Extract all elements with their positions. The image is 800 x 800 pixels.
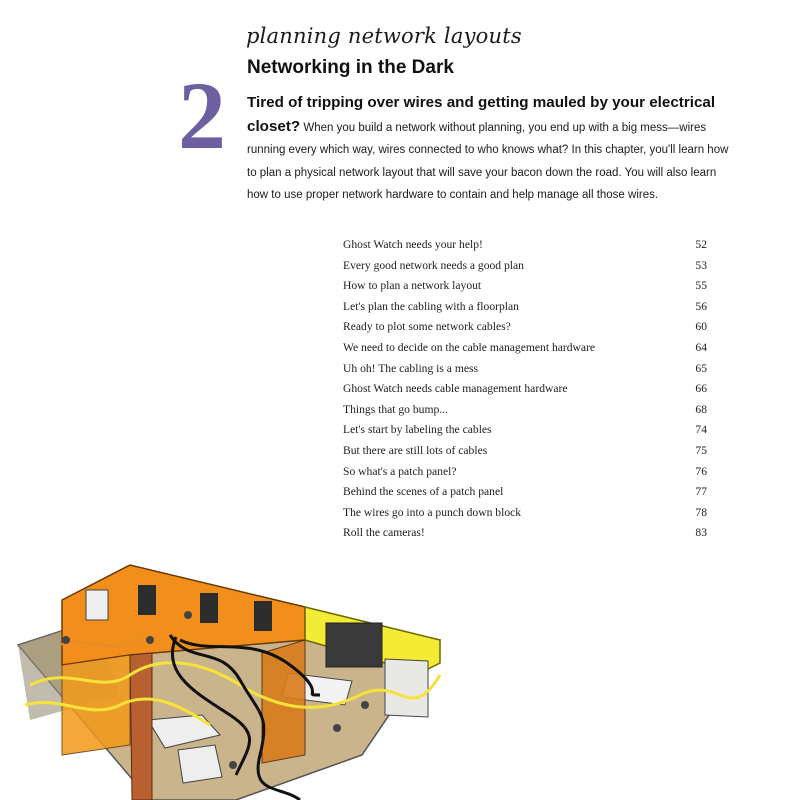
toc-entry[interactable] (343, 362, 707, 383)
doorway (86, 590, 108, 620)
person-icon (62, 636, 70, 644)
toc-entry-page: 83 (695, 526, 707, 540)
toc-entry-title: Let's plan the cabling with a floorplan (343, 299, 519, 313)
toc-entry[interactable] (343, 465, 707, 486)
house-cutaway-illustration (0, 545, 460, 800)
toc-entry[interactable] (343, 444, 707, 465)
toc-entry-page: 65 (695, 361, 707, 375)
toc-entry-title: The wires go into a punch down block (343, 505, 522, 519)
toc-entry-title: Ghost Watch needs your help! (343, 238, 483, 251)
chapter-intro (247, 92, 739, 207)
toc-entry-page: 77 (695, 485, 707, 499)
toc-entry-page: 56 (695, 299, 707, 313)
cabinet (385, 659, 428, 717)
toc-entry-title: Ready to plot some network cables? (343, 320, 511, 334)
toc-entry-title: Roll the cameras! (343, 526, 425, 540)
person-icon (229, 761, 237, 769)
toc-entry[interactable] (343, 300, 707, 321)
partition-wall-mid (262, 640, 305, 763)
toc-entry-title: How to plan a network layout (343, 279, 482, 293)
toc-entry-page: 53 (695, 258, 707, 272)
table (178, 745, 222, 783)
toc-entry[interactable] (343, 403, 707, 424)
toc-entry-page: 74 (695, 423, 707, 437)
person-icon (333, 724, 341, 732)
toc-entry-title: So what's a patch panel? (343, 464, 457, 478)
toc-entry[interactable] (343, 526, 707, 547)
toc-entry-page: 64 (695, 340, 707, 354)
toc-entry-page: 60 (695, 320, 707, 334)
toc-entry[interactable] (343, 382, 707, 403)
toc-entry-title: Every good network needs a good plan (343, 258, 524, 272)
toc-entry[interactable] (343, 423, 707, 444)
person-icon (361, 701, 369, 709)
window-left (138, 585, 156, 615)
toc-entry[interactable] (343, 341, 707, 362)
toc-entry-title: We need to decide on the cable management hardware (343, 340, 596, 354)
window-right (254, 601, 272, 631)
toc-entry-page: 52 (695, 238, 707, 251)
chapter-number: 2 (178, 62, 226, 169)
toc-entry[interactable] (343, 506, 707, 527)
partition-wall-front (130, 653, 152, 800)
window-middle (200, 593, 218, 623)
bedroom-window (326, 623, 382, 667)
toc-entry[interactable] (343, 259, 707, 280)
toc-entry-title: But there are still lots of cables (343, 443, 488, 457)
toc-entry-title: Ghost Watch needs cable management hardware (343, 382, 568, 396)
toc-entry-page: 55 (695, 279, 707, 293)
chapter-title: Networking in the Dark (247, 57, 454, 78)
toc-entry-page: 76 (695, 464, 707, 478)
toc-entry[interactable] (343, 279, 707, 300)
person-icon (146, 636, 154, 644)
person-icon (184, 611, 192, 619)
intro-lead: Tired of tripping over wires and getting mauled by your electrical closet? (247, 94, 716, 135)
toc-entry-page: 68 (695, 402, 707, 416)
toc-entry-title: Uh oh! The cabling is a mess (343, 361, 479, 375)
toc-entry[interactable] (343, 485, 707, 506)
toc-entry-page: 75 (695, 443, 707, 457)
toc-entry[interactable] (343, 320, 707, 341)
toc-entry-title: Things that go bump... (343, 402, 448, 416)
toc-entry-page: 78 (695, 505, 707, 519)
toc-entry-title: Let's start by labeling the cables (343, 423, 492, 437)
toc-entry-page: 66 (695, 382, 707, 396)
intro-body: When you build a network without planning, you end up with a big mess—wires running every which way, wires connected to who knows what? In this chapter, you'll learn how to plan a physical network layout that will save your bacon down the road. You will also learn how to use proper network hardware to contain and help manage all those wires. (247, 121, 729, 202)
chapter-subtitle: planning network layouts (246, 24, 522, 48)
toc-entry[interactable] (343, 238, 707, 259)
table-of-contents (343, 238, 707, 547)
toc-entry-title: Behind the scenes of a patch panel (343, 485, 504, 499)
